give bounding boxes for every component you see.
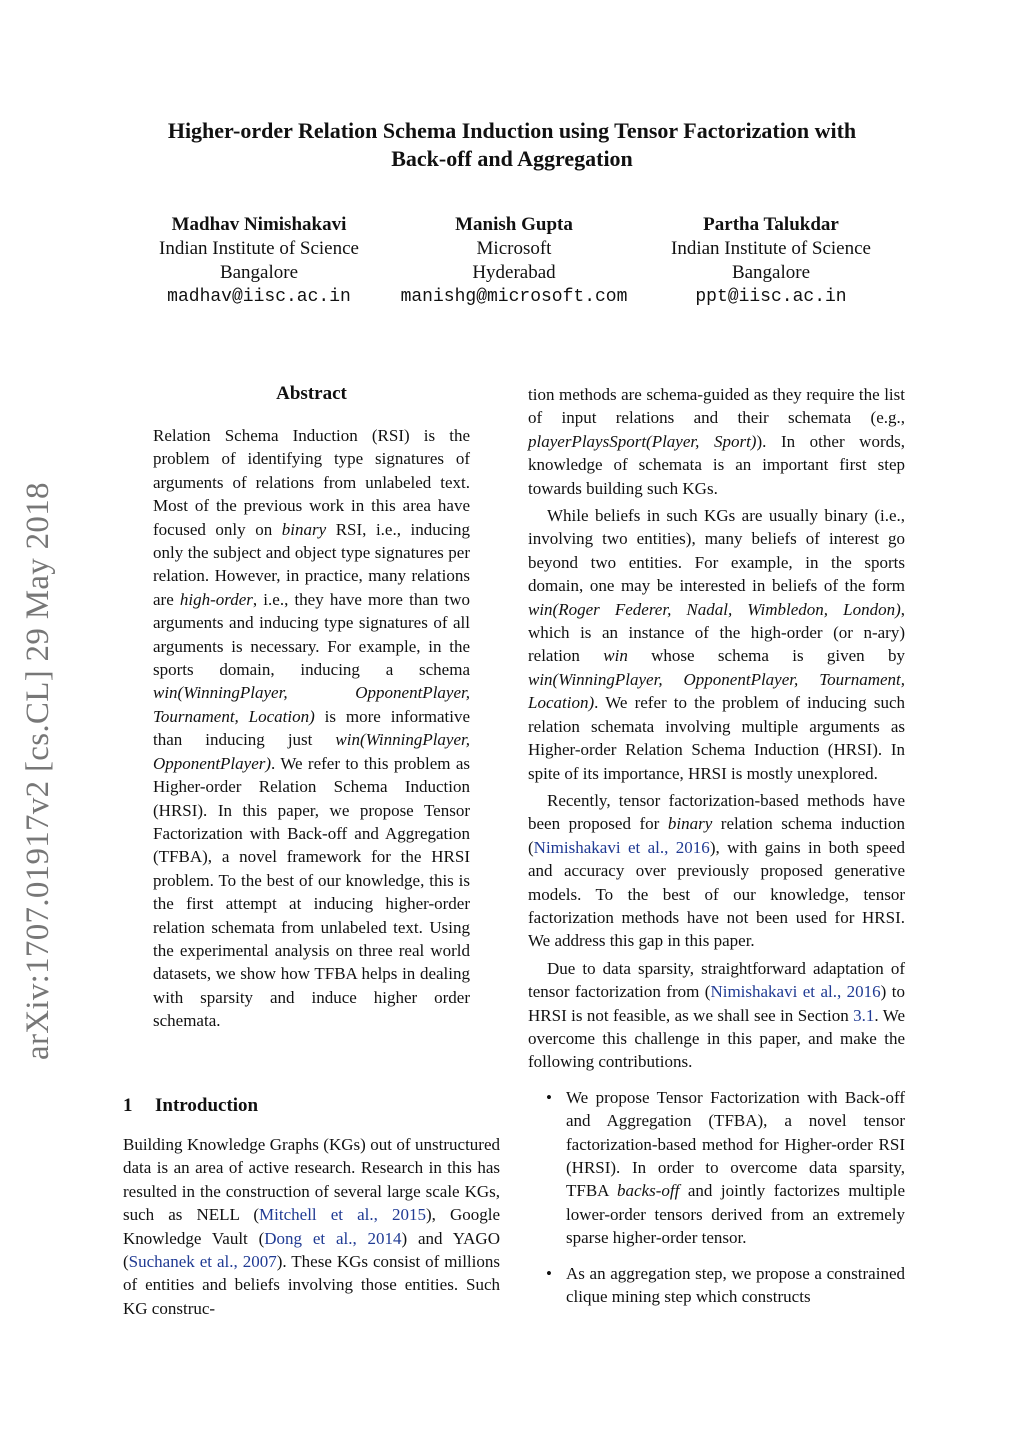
title-line-1: Higher-order Relation Schema Induction using Tensor Factorization with xyxy=(167,118,857,143)
author-email[interactable]: madhav@iisc.ac.in xyxy=(167,287,351,307)
paragraph: While beliefs in such KGs are usually binary (i.e., involving two entities), many beliefs of interest go beyond two entities. For example, in the sports domain, one may be interested in beliefs of the form win(Roger Federer, Nadal, Wimbledon, London), which is an instance of the high-order (or n-ary) relation win whose schema is given by win(WinningPlayer, OpponentPlayer, Tournament, Location). We refer to the problem of inducing such relation schemata involving multiple arguments as Higher-order Relation Schema Induction (HRSI). In spite of its importance, HRSI is mostly unexplored. xyxy=(528,506,906,783)
list-item: • As an aggregation step, we propose a constrained clique mining step which constructs xyxy=(546,1263,905,1307)
arxiv-identifier-stamp: arXiv:1707.01917v2 [cs.CL] 29 May 2018 xyxy=(20,482,56,1060)
introduction-paragraph: Building Knowledge Graphs (KGs) out of unstructured data is an area of active research. Research in this has resulted in the construction of several large scale KGs, such as NELL (Mitchell et al., 2015), Google Knowledge Vault (Dong et al., 2014) and YAGO (Suchanek et al., 2007). These KGs consist of millions of entities and beliefs involving those entities. Such KG construc- xyxy=(123,1135,500,1318)
citation-link[interactable]: Dong et al., 2014 xyxy=(264,1228,402,1248)
citation-link[interactable]: Nimishakavi et al., 2016 xyxy=(533,837,710,857)
author-location: Hyderabad xyxy=(472,262,556,283)
bullet-icon: • xyxy=(546,1263,552,1283)
title-line-2: Back-off and Aggregation xyxy=(391,146,633,171)
author-name: Partha Talukdar xyxy=(703,214,839,235)
author-email[interactable]: manishg@microsoft.com xyxy=(400,287,628,307)
author-email[interactable]: ppt@iisc.ac.in xyxy=(695,287,847,307)
author-affiliation: Microsoft xyxy=(476,238,552,259)
citation-link[interactable]: Nimishakavi et al., 2016 xyxy=(710,982,881,1002)
section-heading-introduction: 1 Introduction xyxy=(123,1095,259,1116)
author-location: Bangalore xyxy=(219,262,299,283)
abstract-section xyxy=(153,382,470,1033)
contributions-list xyxy=(528,1086,905,1309)
list-item: • We propose Tensor Factorization with Back-off and Aggregation (TFBA), a novel tensor factorization-based method for Higher-order RSI (HRSI). In order to overcome data sparsity, TFBA backs-off and jointly factorizes multiple lower-order tensors derived from an extremely sparse higher-order tensor. xyxy=(546,1087,905,1248)
author-affiliation: Indian Institute of Science xyxy=(159,238,359,259)
author-name: Manish Gupta xyxy=(455,214,573,235)
paragraph: Recently, tensor factorization-based methods have been proposed for binary relation schema induction (Nimishakavi et al., 2016), with gains in both speed and accuracy over previously proposed generative models. To the best of our knowledge, tensor factorization methods have not been used for HRSI. We address this gap in this paper. xyxy=(528,790,906,951)
bullet-icon: • xyxy=(546,1087,552,1107)
author-block-1 xyxy=(139,213,379,309)
author-location: Bangalore xyxy=(731,262,811,283)
author-block-2 xyxy=(380,213,648,309)
author-name: Madhav Nimishakavi xyxy=(171,214,347,235)
citation-link[interactable]: Mitchell et al., 2015 xyxy=(259,1205,426,1225)
introduction-section xyxy=(123,1093,500,1320)
citation-link[interactable]: Suchanek et al., 2007 xyxy=(128,1252,277,1272)
author-block-3 xyxy=(656,213,886,309)
paper-title xyxy=(100,117,924,173)
abstract-heading: Abstract xyxy=(276,383,347,404)
right-column xyxy=(528,383,905,1320)
author-affiliation: Indian Institute of Science xyxy=(671,238,871,259)
paragraph: Due to data sparsity, straightforward adaptation of tensor factorization from (Nimishakavi et al., 2016) to HRSI is not feasible, as we shall see in Section 3.1. We overcome this challenge in this paper, and make the following contributions. xyxy=(528,958,905,1072)
section-reference-link[interactable]: 3.1 xyxy=(853,1005,875,1025)
paragraph: tion methods are schema-guided as they require the list of input relations and their schemata (e.g., playerPlaysSport(Player, Sport)). In other words, knowledge of schemata is an important first step towards building such KGs. xyxy=(528,385,905,498)
abstract-text: Relation Schema Induction (RSI) is the problem of identifying type signatures of arguments of relations from unlabeled text. Most of the previous work in this area have focused only on binary RSI, i.e., inducing only the subject and object type signatures per relation. However, in practice, many relations are high-order, i.e., they have more than two arguments and inducing type signatures of all arguments is necessary. For example, in the sports domain, inducing a schema win(WinningPlayer, OpponentPlayer, Tournament, Location) is more informative than inducing just win(WinningPlayer, OpponentPlayer). We refer to this problem as Higher-order Relation Schema Induction (HRSI). In this paper, we propose Tensor Factorization with Back-off and Aggregation (TFBA), a novel framework for the HRSI problem. To the best of our knowledge, this is the first attempt at inducing higher-order relation schemata from unlabeled text. Using the experimental analysis on three real world datasets, we show how TFBA helps in dealing with sparsity and induce higher order schemata. xyxy=(153,426,471,1031)
